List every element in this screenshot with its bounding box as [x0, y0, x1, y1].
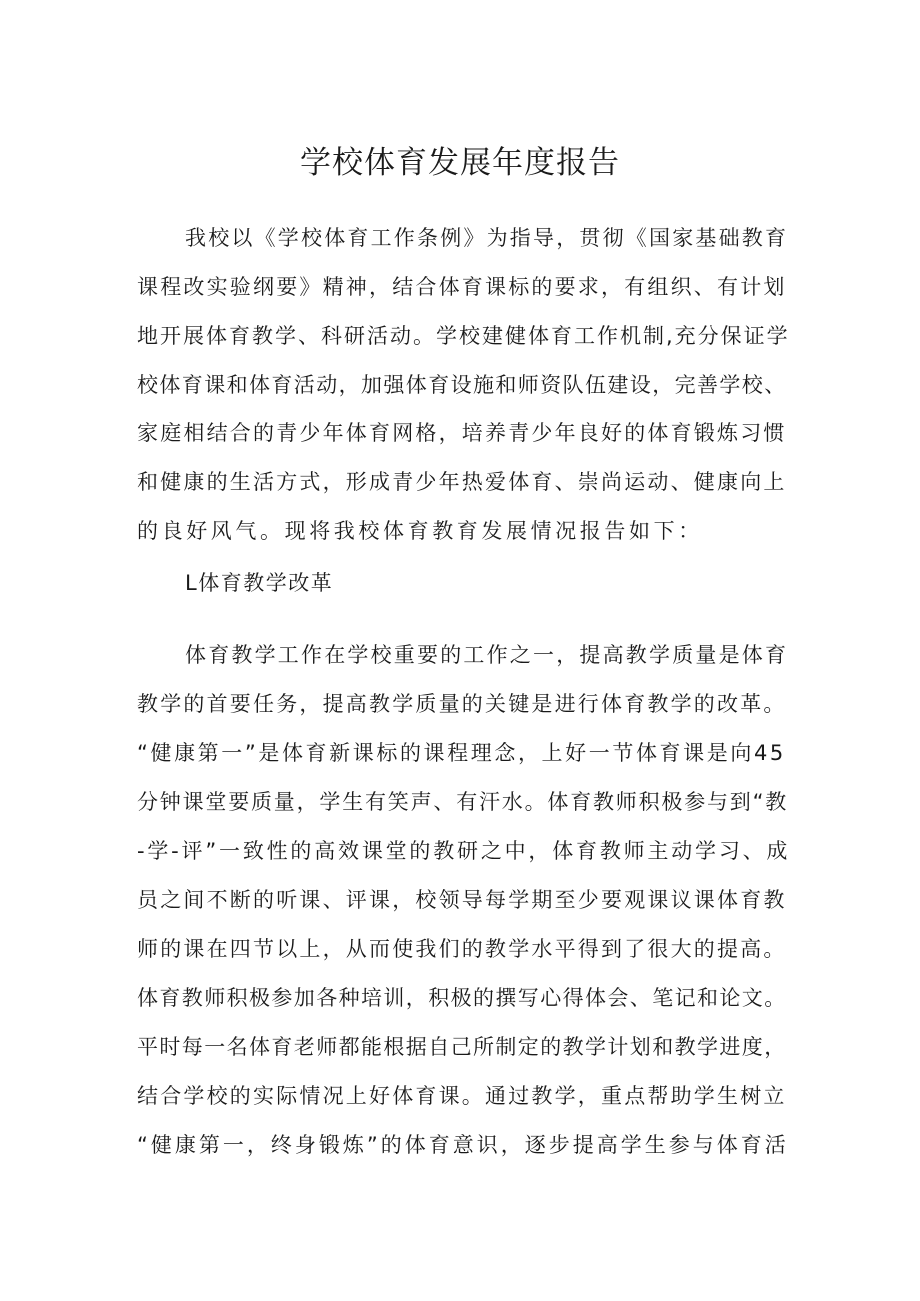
paragraph-line: 的良好风气。现将我校体育教育发展情况报告如下：	[137, 519, 703, 543]
paragraph-line: -学-评”一致性的高效课堂的教研之中，体育教师主动学习、成	[137, 839, 791, 863]
paragraph-line: 师的课在四节以上，从而使我们的教学水平得到了很大的提高。	[137, 937, 787, 961]
paragraph-line: 校体育课和体育活动，加强体育设施和师资队伍建设，完善学校、	[137, 373, 787, 397]
paragraph-line: 家庭相结合的青少年体育网格，培养青少年良好的体育锻炼习惯	[137, 421, 787, 445]
document-title: 学校体育发展年度报告	[300, 145, 620, 181]
paragraph-line: 地开展体育教学、科研活动。学校建健体育工作机制,充分保证学	[137, 324, 790, 348]
paragraph-line: 和健康的生活方式，形成青少年热爱体育、崇尚运动、健康向上	[137, 470, 787, 494]
paragraph-line: 平时每一名体育老师都能根据自己所制定的教学计划和教学进度，	[137, 1035, 787, 1059]
paragraph-line: 课程改实验纲要》精神，结合体育课标的要求，有组织、有计划	[137, 275, 787, 299]
paragraph-line: 我校以《学校体育工作条例》为指导，贯彻《国家基础教育	[185, 226, 789, 250]
paragraph-line: 体育教学工作在学校重要的工作之一，提高教学质量是体育	[185, 643, 789, 667]
paragraph-line: 体育教师积极参加各种培训，积极的撰写心得体会、笔记和论文。	[137, 986, 787, 1010]
section-heading: L体育教学改革	[185, 571, 334, 595]
paragraph-line: 教学的首要任务，提高教学质量的关键是进行体育教学的改革。	[137, 692, 787, 716]
paragraph-line: 结合学校的实际情况上好体育课。通过教学，重点帮助学生树立	[137, 1084, 787, 1108]
paragraph-line: 分钟课堂要质量，学生有笑声、有汗水。体育教师积极参与到“教	[137, 790, 789, 814]
paragraph-line: 员之间不断的听课、评课，校领导每学期至少要观课议课体育教	[137, 888, 787, 912]
paragraph-line: “健康第一，终身锻炼”的体育意识，逐步提高学生参与体育活	[137, 1133, 789, 1157]
paragraph-line: “健康第一”是体育新课标的课程理念，上好一节体育课是向45	[137, 741, 786, 765]
